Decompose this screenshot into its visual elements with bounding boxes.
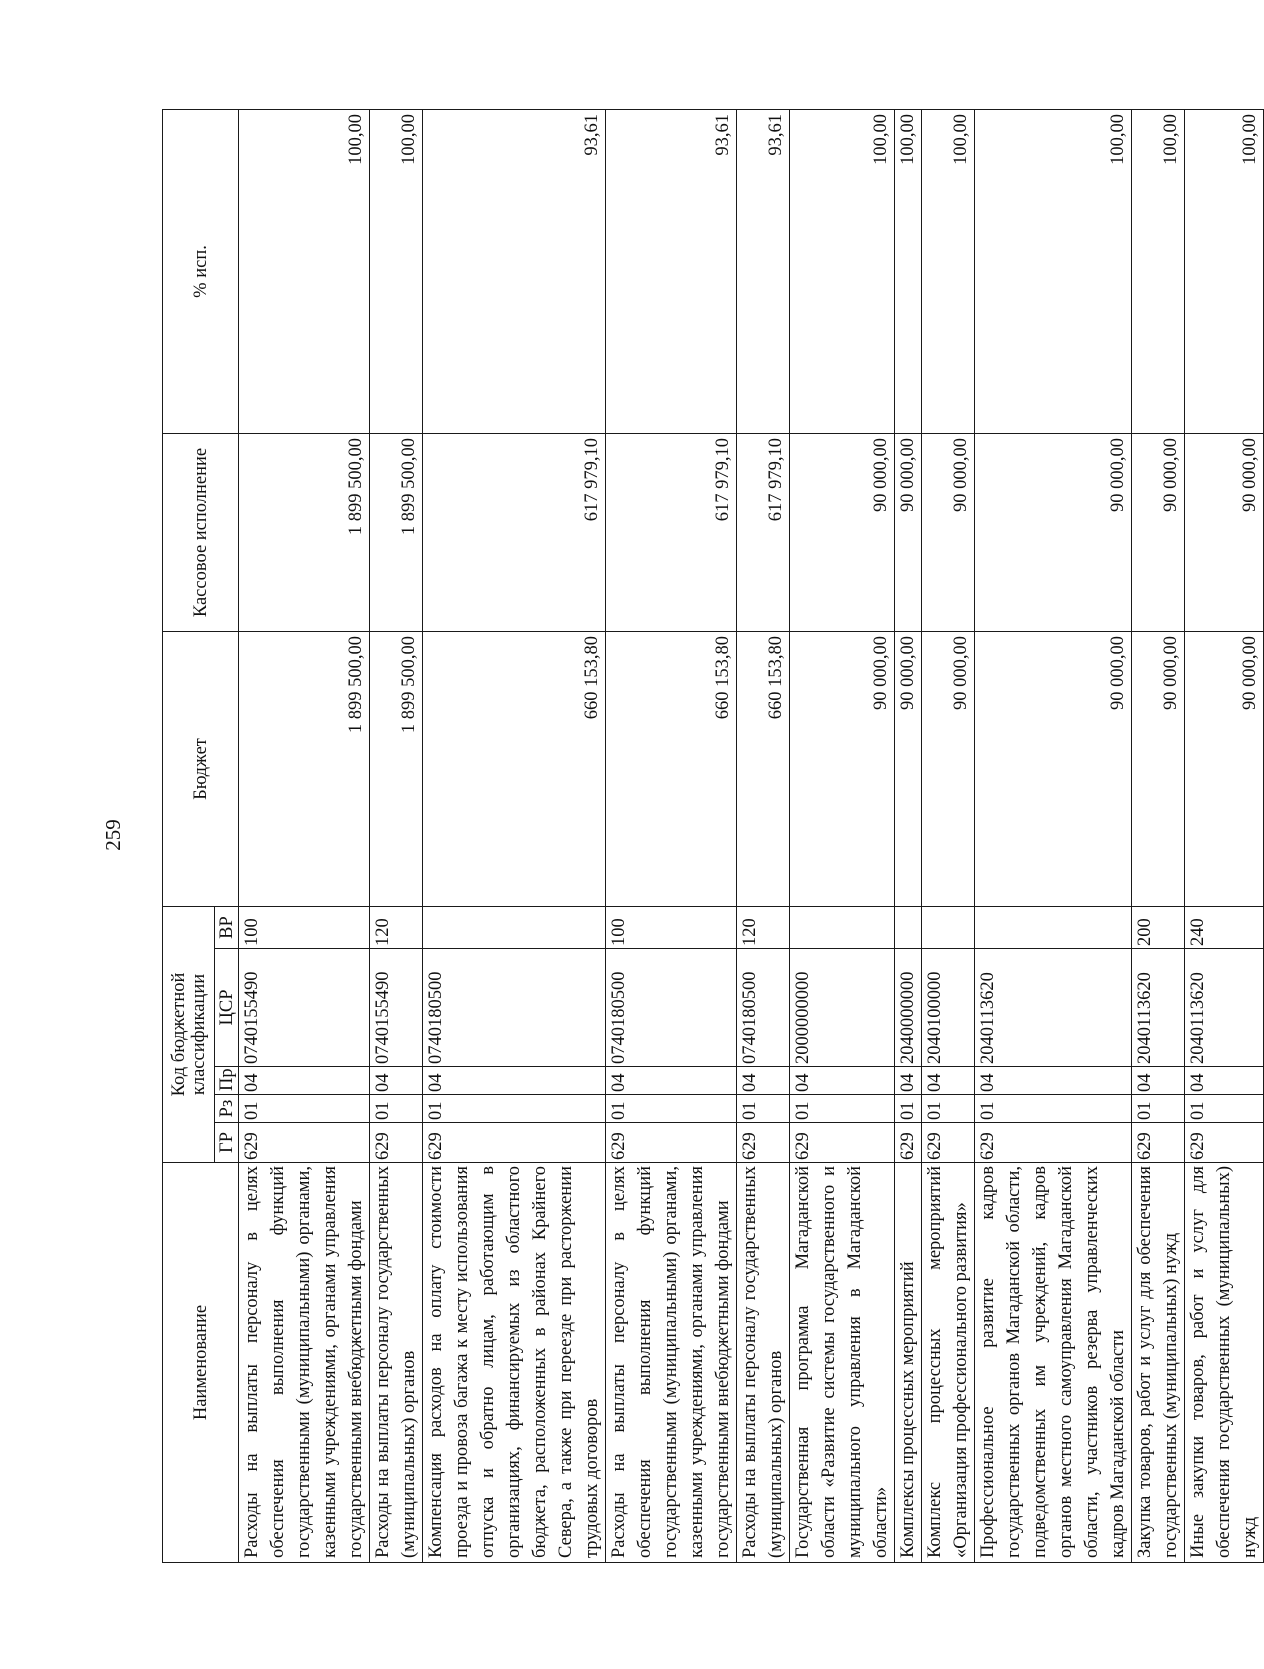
row-execution: 617 979,10 [737,433,790,631]
row-gr: 629 [423,1123,606,1163]
table-row [239,109,370,1562]
row-name: Комплексы процессных мероприятий [895,1163,922,1563]
row-vr: 200 [1132,906,1185,948]
row-vr: 120 [370,906,423,948]
row-csr: 2040113620 [1185,949,1264,1067]
row-pr: 04 [423,1067,606,1095]
row-percent: 100,00 [1132,109,1185,433]
row-execution: 90 000,00 [790,433,895,631]
page-number: 259 [101,819,125,851]
row-pr: 04 [790,1067,895,1095]
row-name: Профессиональное развитие кадров государственных органов Магаданской области, подведомственных им учреждений, кадров органов местного самоуправления Магаданской области, участников резерва управленческих кадров Магаданской области [975,1163,1132,1563]
budget-table [162,109,1264,1563]
table-row [1185,109,1264,1562]
table-row [606,109,737,1562]
row-budget: 90 000,00 [1185,631,1264,906]
row-vr [895,906,922,948]
row-budget: 90 000,00 [790,631,895,906]
row-csr: 2040113620 [1132,949,1185,1067]
row-execution: 617 979,10 [423,433,606,631]
table-row [1132,109,1185,1562]
row-name: Расходы на выплаты персоналу государственных (муниципальных) органов [370,1163,423,1563]
header-execution: Кассовое исполнение [163,433,239,631]
row-execution: 617 979,10 [606,433,737,631]
row-execution: 1 899 500,00 [370,433,423,631]
row-budget: 90 000,00 [1132,631,1185,906]
row-execution: 1 899 500,00 [239,433,370,631]
table-row [895,109,922,1562]
row-vr [423,906,606,948]
table-row [370,109,423,1562]
row-pr: 04 [606,1067,737,1095]
row-pr: 04 [922,1067,975,1095]
row-pr: 04 [895,1067,922,1095]
row-gr: 629 [239,1123,370,1163]
row-name: Иные закупки товаров, работ и услуг для обеспечения государственных (муниципальных) нужд [1185,1163,1264,1563]
row-rz: 01 [922,1095,975,1123]
row-pr: 04 [975,1067,1132,1095]
row-vr [975,906,1132,948]
row-csr: 0740155490 [239,949,370,1067]
row-percent: 100,00 [239,109,370,433]
row-vr: 120 [737,906,790,948]
row-csr: 2000000000 [790,949,895,1067]
row-budget: 1 899 500,00 [370,631,423,906]
header-vr: ВР [215,906,239,948]
row-vr: 100 [606,906,737,948]
row-vr [922,906,975,948]
row-budget: 660 153,80 [737,631,790,906]
row-name: Компенсация расходов на оплату стоимости проезда и провоза багажа к месту использования отпуска и обратно лицам, работающим в организациях, финансируемых из областного бюджета, расположенных в районах Крайнего Севера, а также при переезде при расторжении трудовых договоров [423,1163,606,1563]
row-gr: 629 [975,1123,1132,1163]
header-budget: Бюджет [163,631,239,906]
row-pr: 04 [737,1067,790,1095]
row-percent: 93,61 [606,109,737,433]
table-row [975,109,1132,1562]
header-pr: Пр [215,1067,239,1095]
row-rz: 01 [1185,1095,1264,1123]
row-csr: 0740155490 [370,949,423,1067]
row-pr: 04 [239,1067,370,1095]
row-name: Комплекс процессных мероприятий «Организация профессионального развития» [922,1163,975,1563]
row-name: Расходы на выплаты персоналу в целях обеспечения выполнения функций государственными (муниципальными) органами, казенными учреждениями, органами управления государственными внебюджетными фондами [606,1163,737,1563]
row-gr: 629 [1185,1123,1264,1163]
row-budget: 660 153,80 [423,631,606,906]
row-budget: 660 153,80 [606,631,737,906]
header-rz: Рз [215,1095,239,1123]
row-rz: 01 [1132,1095,1185,1123]
row-name: Расходы на выплаты персоналу в целях обеспечения выполнения функций государственными (муниципальными) органами, казенными учреждениями, органами управления государственными внебюджетными фондами [239,1163,370,1563]
row-percent: 100,00 [1185,109,1264,433]
row-budget: 1 899 500,00 [239,631,370,906]
header-percent: % исп. [163,109,239,433]
header-name: Наименование [163,1163,239,1563]
table-row [737,109,790,1562]
row-csr: 2040113620 [975,949,1132,1067]
header-code-group: Код бюджетной классификации [163,906,215,1162]
table-row [423,109,606,1562]
row-gr: 629 [922,1123,975,1163]
row-rz: 01 [737,1095,790,1123]
row-percent: 93,61 [737,109,790,433]
row-csr: 2040000000 [895,949,922,1067]
row-percent: 100,00 [370,109,423,433]
table-row [790,109,895,1562]
row-csr: 0740180500 [737,949,790,1067]
row-name: Закупка товаров, работ и услуг для обеспечения государственных (муниципальных) нужд [1132,1163,1185,1563]
row-name: Расходы на выплаты персоналу государственных (муниципальных) органов [737,1163,790,1563]
row-percent: 100,00 [975,109,1132,433]
row-csr: 2040100000 [922,949,975,1067]
row-pr: 04 [1132,1067,1185,1095]
row-budget: 90 000,00 [922,631,975,906]
row-percent: 100,00 [922,109,975,433]
row-gr: 629 [1132,1123,1185,1163]
row-rz: 01 [423,1095,606,1123]
row-gr: 629 [606,1123,737,1163]
row-budget: 90 000,00 [975,631,1132,906]
row-vr: 100 [239,906,370,948]
row-gr: 629 [737,1123,790,1163]
header-csr: ЦСР [215,949,239,1067]
row-vr [790,906,895,948]
row-rz: 01 [606,1095,737,1123]
row-pr: 04 [1185,1067,1264,1095]
row-rz: 01 [790,1095,895,1123]
row-rz: 01 [895,1095,922,1123]
row-gr: 629 [370,1123,423,1163]
row-name: Государственная программа Магаданской области «Развитие системы государственного и муниципального управления в Магаданской области» [790,1163,895,1563]
row-csr: 0740180500 [423,949,606,1067]
rotated-page [162,110,1260,1563]
row-csr: 0740180500 [606,949,737,1067]
row-percent: 93,61 [423,109,606,433]
row-rz: 01 [370,1095,423,1123]
row-budget: 90 000,00 [895,631,922,906]
row-gr: 629 [790,1123,895,1163]
row-execution: 90 000,00 [975,433,1132,631]
row-execution: 90 000,00 [922,433,975,631]
row-percent: 100,00 [790,109,895,433]
row-execution: 90 000,00 [1132,433,1185,631]
row-percent: 100,00 [895,109,922,433]
row-execution: 90 000,00 [895,433,922,631]
row-pr: 04 [370,1067,423,1095]
row-rz: 01 [239,1095,370,1123]
row-execution: 90 000,00 [1185,433,1264,631]
table-row [922,109,975,1562]
row-vr: 240 [1185,906,1264,948]
header-gr: ГР [215,1123,239,1163]
row-rz: 01 [975,1095,1132,1123]
row-gr: 629 [895,1123,922,1163]
